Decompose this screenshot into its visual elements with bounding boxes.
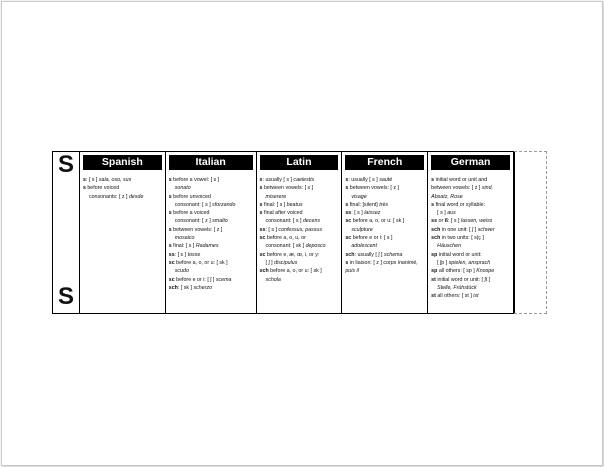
rule-line bbox=[431, 217, 510, 225]
spelling: ss bbox=[431, 218, 438, 225]
example-word: sculpture bbox=[351, 226, 373, 233]
column-header: German bbox=[431, 155, 510, 170]
rule-line bbox=[260, 259, 339, 267]
rule-line bbox=[169, 217, 253, 225]
letter-column bbox=[53, 152, 80, 313]
rule-text: [ s ] bbox=[437, 210, 448, 217]
rule-line bbox=[260, 251, 339, 259]
rule-text: : [ sk ] bbox=[177, 284, 194, 291]
example-word: Häuschen bbox=[437, 243, 462, 250]
spelling: sch bbox=[168, 284, 178, 291]
rule-text: initial word or unit: [ ʃt ] bbox=[435, 276, 491, 283]
spelling: s bbox=[168, 226, 172, 233]
strip-extension-dashed bbox=[514, 151, 547, 314]
rule-line bbox=[260, 267, 339, 275]
spelling: s bbox=[168, 193, 172, 200]
rule-line bbox=[431, 209, 510, 217]
example-word: schema bbox=[383, 251, 403, 258]
rule-line bbox=[260, 276, 339, 284]
example-word: desde bbox=[128, 193, 144, 200]
rule-text: : usually [ ʃ ] bbox=[354, 251, 384, 258]
rule-text: between vowels: [ s ] bbox=[262, 185, 314, 192]
spelling: s bbox=[345, 259, 349, 266]
column-header: French bbox=[345, 155, 424, 170]
rule-line bbox=[345, 217, 424, 225]
rule-text: : usually [ s ] bbox=[348, 177, 380, 183]
rule-text: final word or syllable: bbox=[434, 201, 486, 208]
column-header: Italian bbox=[169, 155, 253, 170]
rule-text: before e or i: [ s ] bbox=[351, 235, 393, 242]
spelling: s bbox=[82, 177, 86, 183]
rule-line bbox=[431, 242, 510, 250]
rule-line bbox=[169, 234, 253, 242]
spelling: sch bbox=[259, 268, 269, 275]
rule-text: before voiced bbox=[85, 185, 120, 192]
spelling: sp bbox=[431, 268, 438, 275]
example-word: spielen, ansprach bbox=[448, 259, 491, 266]
spelling: s bbox=[168, 177, 172, 183]
rule-line bbox=[431, 251, 510, 259]
rule-line bbox=[345, 259, 424, 267]
spelling: s bbox=[345, 185, 349, 192]
rule-line bbox=[260, 193, 339, 201]
example-word: sonato bbox=[174, 185, 191, 192]
spelling: ß bbox=[444, 218, 448, 225]
rule-text: final: [ s ] bbox=[171, 243, 196, 250]
example-word: beatus bbox=[286, 201, 303, 208]
rule-text: before e or i: [ ʃ ] bbox=[174, 276, 216, 283]
rule-line bbox=[260, 209, 339, 217]
column-german bbox=[428, 152, 514, 313]
rule-line bbox=[345, 234, 424, 242]
rule-text: between vowels: [ z ] bbox=[431, 185, 482, 192]
spelling: sc bbox=[168, 259, 175, 266]
rule-text: or bbox=[437, 218, 445, 225]
rule-line bbox=[169, 184, 253, 192]
example-word: Knospe bbox=[476, 268, 495, 275]
rule-line bbox=[169, 267, 253, 275]
rule-list bbox=[83, 176, 162, 201]
spelling: s bbox=[345, 177, 349, 183]
rule-line bbox=[260, 217, 339, 225]
example-word: laissez bbox=[364, 210, 381, 217]
rule-line bbox=[169, 251, 253, 259]
column-header: Latin bbox=[260, 155, 339, 170]
rule-line bbox=[431, 234, 510, 242]
spelling: sc bbox=[168, 276, 175, 283]
rule-line bbox=[169, 209, 253, 217]
rule-list bbox=[260, 176, 339, 284]
example-word: Absatz, Rose bbox=[431, 193, 463, 200]
rule-text: initial word or unit: bbox=[437, 251, 482, 258]
rule-line bbox=[260, 242, 339, 250]
example-word: discipulus bbox=[274, 259, 298, 266]
rule-line bbox=[83, 184, 162, 192]
example-word: sind, bbox=[481, 185, 494, 192]
rule-line bbox=[431, 184, 510, 192]
spelling: s bbox=[431, 177, 435, 183]
spelling: s bbox=[259, 201, 263, 208]
spelling: s bbox=[431, 201, 435, 208]
rule-line bbox=[169, 176, 253, 184]
rule-line bbox=[431, 259, 510, 267]
example-word: corps inanimé, bbox=[383, 259, 418, 266]
rule-text: final after voiced bbox=[262, 210, 303, 217]
rule-line bbox=[345, 184, 424, 192]
rule-line bbox=[169, 284, 253, 292]
rule-text: consonant: [ s ] bbox=[174, 201, 213, 208]
example-word: ist bbox=[473, 293, 479, 300]
example-word: adolescent bbox=[351, 243, 377, 250]
rule-line bbox=[169, 193, 253, 201]
column-spanish bbox=[80, 152, 166, 313]
rule-line bbox=[431, 176, 510, 184]
rule-line bbox=[431, 292, 510, 300]
rule-text: in one unit: [ ʃ ] bbox=[440, 226, 478, 233]
rule-line bbox=[345, 201, 424, 209]
example-word: Radames bbox=[195, 243, 219, 250]
rule-text: [ ʃp ] bbox=[437, 259, 449, 266]
rule-line bbox=[345, 193, 424, 201]
spelling: ss bbox=[168, 251, 175, 258]
example-word: scudo bbox=[174, 268, 189, 275]
rule-text: : [ s ] bbox=[174, 251, 188, 258]
spelling: sp bbox=[431, 251, 438, 258]
example-word: smalto bbox=[212, 218, 228, 225]
rule-line bbox=[431, 201, 510, 209]
rule-text: consonants: [ z ] bbox=[88, 193, 129, 200]
spelling: ss bbox=[345, 210, 352, 217]
rule-list bbox=[431, 176, 510, 300]
rule-text: : [ s ] bbox=[351, 210, 365, 217]
rule-line bbox=[83, 193, 162, 201]
spelling: sch bbox=[345, 251, 355, 258]
example-word: tosse bbox=[187, 251, 201, 258]
rule-line bbox=[169, 226, 253, 234]
example-word: decens bbox=[302, 218, 321, 225]
rule-line bbox=[260, 184, 339, 192]
rule-text: all others: [ st ] bbox=[435, 293, 474, 300]
example-word: Stelle, Frühstück bbox=[437, 284, 477, 291]
rule-text: in liaison: [ z ] bbox=[348, 259, 384, 266]
spelling: sc bbox=[259, 251, 266, 258]
spelling: sc bbox=[345, 218, 352, 225]
example-word: confessus, passus bbox=[278, 226, 322, 233]
example-word: sauté bbox=[379, 177, 393, 183]
example-word: aus bbox=[447, 210, 456, 217]
spelling: s bbox=[345, 201, 349, 208]
spelling: ss bbox=[259, 226, 266, 233]
spelling: st bbox=[431, 293, 436, 300]
rule-line bbox=[169, 276, 253, 284]
rule-text: : [ s ] bbox=[265, 226, 279, 233]
rule-text: final: [silent] bbox=[348, 201, 380, 208]
spelling: sc bbox=[259, 235, 266, 242]
example-word: scema bbox=[215, 276, 232, 283]
example-word: mosaico bbox=[174, 235, 195, 242]
rule-text: between vowels: [ z ] bbox=[348, 185, 399, 192]
spelling: s bbox=[168, 210, 172, 217]
rule-text: before a, o, or u: [ sk ] bbox=[351, 218, 405, 225]
rule-text: consonant: [ z ] bbox=[174, 218, 213, 225]
rule-line bbox=[345, 176, 424, 184]
rule-text: before a, o, or u: [ sk ] bbox=[174, 259, 228, 266]
example-word: très bbox=[379, 201, 389, 208]
rule-line bbox=[345, 226, 424, 234]
rule-text: before unvoiced bbox=[171, 193, 211, 200]
example-word: puis il bbox=[345, 268, 359, 275]
column-latin bbox=[257, 152, 343, 313]
rule-list bbox=[345, 176, 424, 276]
rule-text: before a, o, u, or bbox=[265, 235, 306, 242]
rule-text: consonant: [ s ] bbox=[265, 218, 303, 225]
rule-text: before a voiced bbox=[171, 210, 210, 217]
rule-text: final: [ s ] bbox=[262, 201, 287, 208]
rule-line bbox=[260, 226, 339, 234]
rule-line bbox=[260, 201, 339, 209]
example-word: miserere bbox=[265, 193, 287, 200]
column-french bbox=[342, 152, 428, 313]
spelling: s bbox=[259, 185, 263, 192]
rule-line bbox=[260, 176, 339, 184]
spelling: s bbox=[82, 185, 86, 192]
rule-line bbox=[260, 234, 339, 242]
rule-text: [ ʃ ] bbox=[265, 259, 275, 266]
spelling: s bbox=[259, 210, 263, 217]
rule-text: : [ s ] bbox=[85, 177, 99, 183]
letter-heading-top: S bbox=[57, 151, 74, 178]
rule-text: before a, o, or u: [ sk ] bbox=[268, 268, 322, 275]
example-word: lassen, weiss bbox=[460, 218, 493, 225]
rule-line bbox=[431, 276, 510, 284]
rule-line bbox=[345, 267, 424, 275]
rule-line bbox=[83, 176, 162, 184]
rule-line bbox=[431, 267, 510, 275]
example-word: sforzando bbox=[212, 201, 236, 208]
example-word: schola bbox=[265, 276, 281, 283]
spelling: sch bbox=[431, 226, 441, 233]
rule-line bbox=[345, 251, 424, 259]
rule-text: before e, æ, œ, i, or y: bbox=[265, 251, 320, 258]
example-word: caelestis bbox=[293, 177, 315, 183]
rule-line bbox=[345, 242, 424, 250]
example-word: schwer bbox=[477, 226, 495, 233]
rule-text: between vowels: [ z ] bbox=[171, 226, 223, 233]
rule-list bbox=[169, 176, 253, 292]
rule-line bbox=[431, 226, 510, 234]
column-italian bbox=[166, 152, 257, 313]
column-header: Spanish bbox=[83, 155, 162, 170]
example-word: sala, oso, sus bbox=[98, 177, 132, 183]
rule-line bbox=[431, 284, 510, 292]
spelling: sc bbox=[345, 235, 352, 242]
rule-text: before a vowel: [ s ] bbox=[171, 177, 220, 183]
rule-line bbox=[431, 193, 510, 201]
diction-chart-strip bbox=[52, 151, 515, 314]
rule-line bbox=[345, 209, 424, 217]
spelling: st bbox=[431, 276, 436, 283]
example-word: scherzo bbox=[193, 284, 213, 291]
rule-text: consonant: [ sk ] bbox=[265, 243, 306, 250]
rule-text: : usually [ s ] bbox=[262, 177, 294, 183]
rule-text: initial word or unit and bbox=[434, 177, 488, 183]
spelling: s bbox=[259, 177, 263, 183]
example-word: visage bbox=[351, 193, 367, 200]
rule-line bbox=[169, 259, 253, 267]
spelling: sch bbox=[431, 235, 441, 242]
rule-text: in two units: [ s|ç ] bbox=[440, 235, 484, 242]
rule-text: : [ s ] bbox=[447, 218, 461, 225]
rule-line bbox=[169, 201, 253, 209]
spelling: s bbox=[168, 243, 172, 250]
letter-heading-bottom: S bbox=[57, 283, 74, 310]
rule-line bbox=[169, 242, 253, 250]
rule-text: all others: [ sp ] bbox=[437, 268, 477, 275]
example-word: deposco bbox=[305, 243, 326, 250]
